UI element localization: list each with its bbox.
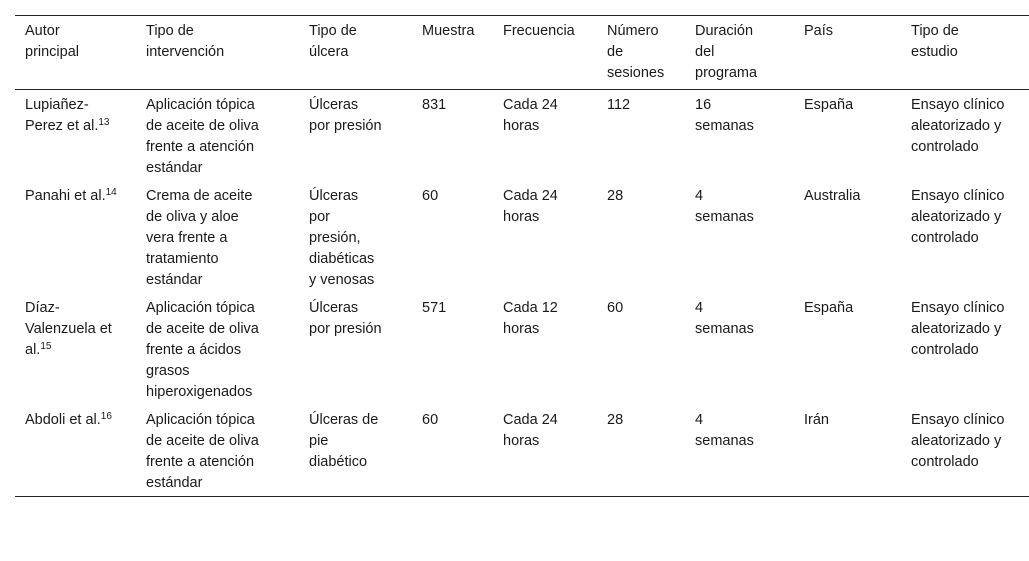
cell-ulcer: Úlceras por presión <box>309 300 382 337</box>
cell-sample: 60 <box>422 412 439 428</box>
header-pais: País <box>804 23 834 39</box>
cell-author <box>15 405 136 497</box>
header-tipo-ulcera: Tipo de úlcera <box>309 23 357 60</box>
cell-sample: 831 <box>422 97 447 113</box>
cell-author <box>15 90 136 182</box>
header-duracion: Duración del programa <box>695 23 758 81</box>
cell-author <box>15 181 136 293</box>
cell-intervention: Crema de aceite de oliva y aloe vera frente a tratamiento estándar <box>146 188 253 288</box>
cell-intervention: Aplicación tópica de aceite de oliva frente a atención estándar <box>146 97 259 176</box>
header-tipo-intervencion: Tipo de intervención <box>146 23 225 60</box>
cell-study: Ensayo clínico aleatorizado y controlado <box>911 300 1005 358</box>
cell-frequency: Cada 24 horas <box>503 97 558 134</box>
studies-table <box>15 15 1029 497</box>
cell-duration: 4 semanas <box>695 412 754 449</box>
header-autor: Autor principal <box>25 23 79 60</box>
header-frecuencia: Frecuencia <box>503 23 575 39</box>
cell-frequency: Cada 24 horas <box>503 188 558 225</box>
studies-table-container <box>15 15 1029 497</box>
cell-sessions: 60 <box>607 300 624 316</box>
cell-duration: 4 semanas <box>695 300 754 337</box>
cell-sample: 571 <box>422 300 447 316</box>
cell-ulcer: Úlceras de pie diabético <box>309 412 379 470</box>
table-row <box>15 405 1029 497</box>
cell-country: Irán <box>804 412 829 428</box>
reference-number: 16 <box>100 411 112 422</box>
table-row <box>15 90 1029 182</box>
cell-author <box>15 293 136 405</box>
header-numero-sesiones: Número de sesiones <box>607 23 665 81</box>
table-row <box>15 293 1029 405</box>
reference-number: 14 <box>105 187 117 198</box>
cell-sample: 60 <box>422 188 439 204</box>
cell-country: Australia <box>804 188 861 204</box>
author-name: Abdoli et al. <box>25 412 101 428</box>
cell-intervention: Aplicación tópica de aceite de oliva frente a ácidos grasos hiperoxigenados <box>146 300 259 400</box>
cell-ulcer: Úlceras por presión <box>309 97 382 134</box>
header-muestra: Muestra <box>422 23 475 39</box>
cell-duration: 4 semanas <box>695 188 754 225</box>
table-header-row <box>15 16 1029 90</box>
cell-ulcer: Úlceras por presión, diabéticas y venosas <box>309 188 375 288</box>
table-row <box>15 181 1029 293</box>
author-name: Lupiañez-Perez et al. <box>25 97 99 134</box>
cell-sessions: 112 <box>607 97 631 113</box>
header-tipo-estudio: Tipo de estudio <box>911 23 959 60</box>
author-name: Panahi et al. <box>25 188 106 204</box>
cell-country: España <box>804 300 854 316</box>
reference-number: 15 <box>40 341 52 352</box>
reference-number: 13 <box>98 117 110 128</box>
cell-country: España <box>804 97 854 113</box>
cell-intervention: Aplicación tópica de aceite de oliva frente a atención estándar <box>146 412 259 491</box>
cell-sessions: 28 <box>607 412 624 428</box>
cell-study: Ensayo clínico aleatorizado y controlado <box>911 412 1005 470</box>
cell-study: Ensayo clínico aleatorizado y controlado <box>911 97 1005 155</box>
cell-duration: 16 semanas <box>695 97 754 134</box>
cell-frequency: Cada 24 horas <box>503 412 558 449</box>
cell-study: Ensayo clínico aleatorizado y controlado <box>911 188 1005 246</box>
author-name: Díaz-Valenzuela et al. <box>25 300 112 358</box>
cell-frequency: Cada 12 horas <box>503 300 558 337</box>
cell-sessions: 28 <box>607 188 624 204</box>
